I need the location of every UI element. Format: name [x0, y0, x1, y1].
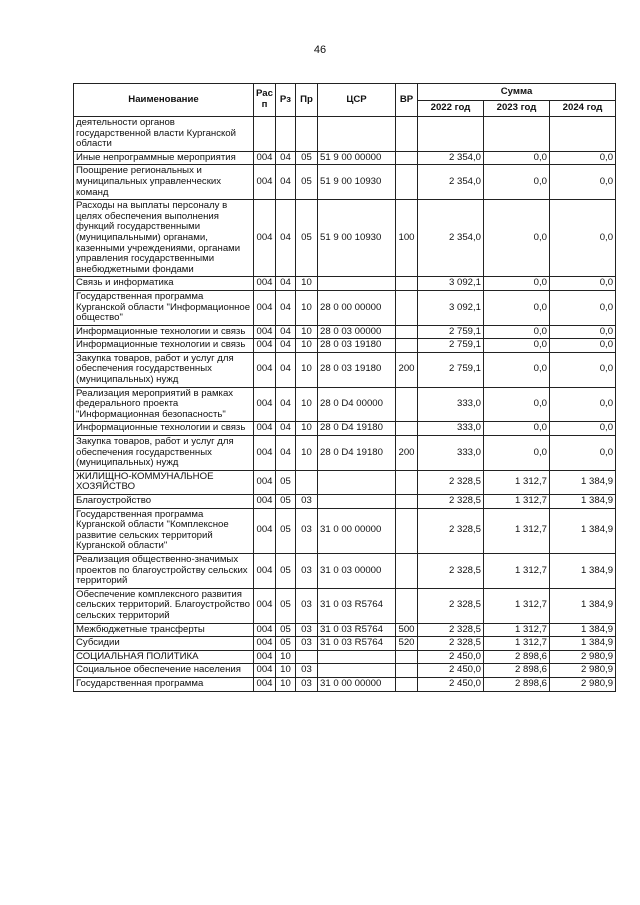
- cell-csr: 31 0 00 00000: [318, 508, 396, 553]
- cell-vr: [396, 677, 418, 691]
- cell-rz: 05: [276, 508, 296, 553]
- cell-2022: 333,0: [418, 422, 484, 436]
- cell-pr: 03: [296, 553, 318, 588]
- cell-2023: 0,0: [484, 436, 550, 471]
- cell-name: Поощрение региональных и муниципальных управленческих команд: [74, 165, 254, 200]
- cell-rasp: 004: [254, 637, 276, 651]
- table-row: [74, 637, 616, 651]
- cell-vr: [396, 553, 418, 588]
- cell-vr: [396, 387, 418, 422]
- cell-rz: 05: [276, 495, 296, 509]
- cell-rz: 05: [276, 470, 296, 494]
- cell-2024: 0,0: [550, 387, 616, 422]
- table-row: [74, 436, 616, 471]
- cell-csr: 51 9 00 10930: [318, 200, 396, 277]
- cell-2023: 0,0: [484, 422, 550, 436]
- cell-name: Субсидии: [74, 637, 254, 651]
- cell-name: Закупка товаров, работ и услуг для обеспечения государственных (муниципальных) нужд: [74, 352, 254, 387]
- cell-vr: [396, 470, 418, 494]
- table-row: [74, 677, 616, 691]
- table-row: [74, 650, 616, 664]
- cell-rasp: 004: [254, 623, 276, 637]
- cell-rasp: 004: [254, 588, 276, 623]
- cell-2023: 1 312,7: [484, 495, 550, 509]
- cell-2024: 1 384,9: [550, 508, 616, 553]
- table-row: [74, 470, 616, 494]
- cell-rasp: 004: [254, 387, 276, 422]
- cell-rasp: 004: [254, 470, 276, 494]
- cell-2024: 0,0: [550, 165, 616, 200]
- cell-2024: 0,0: [550, 290, 616, 325]
- cell-pr: 10: [296, 290, 318, 325]
- header-vr: ВР: [396, 84, 418, 117]
- cell-vr: 500: [396, 623, 418, 637]
- cell-2022: 2 759,1: [418, 339, 484, 353]
- cell-2022: 2 354,0: [418, 165, 484, 200]
- cell-vr: [396, 588, 418, 623]
- cell-csr: 28 0 03 00000: [318, 325, 396, 339]
- cell-vr: 200: [396, 352, 418, 387]
- cell-2023: 0,0: [484, 277, 550, 291]
- cell-pr: 10: [296, 436, 318, 471]
- cell-2023: 0,0: [484, 165, 550, 200]
- page-number: 46: [313, 44, 327, 56]
- cell-rasp: 004: [254, 339, 276, 353]
- cell-csr: 28 0 03 19180: [318, 352, 396, 387]
- cell-rasp: 004: [254, 508, 276, 553]
- cell-2023: 0,0: [484, 151, 550, 165]
- header-csr: ЦСР: [318, 84, 396, 117]
- table-row: [74, 422, 616, 436]
- table-row: [74, 339, 616, 353]
- cell-rasp: 004: [254, 677, 276, 691]
- cell-rz: 05: [276, 588, 296, 623]
- cell-2022: 2 759,1: [418, 352, 484, 387]
- cell-2022: 2 328,5: [418, 623, 484, 637]
- cell-rz: 04: [276, 200, 296, 277]
- cell-2024: 2 980,9: [550, 677, 616, 691]
- cell-csr: 31 0 03 00000: [318, 553, 396, 588]
- cell-pr: 03: [296, 677, 318, 691]
- cell-csr: [318, 495, 396, 509]
- cell-2024: 0,0: [550, 200, 616, 277]
- cell-csr: 28 0 D4 00000: [318, 387, 396, 422]
- cell-2022: 2 328,5: [418, 588, 484, 623]
- cell-pr: 03: [296, 664, 318, 678]
- header-pr: Пр: [296, 84, 318, 117]
- cell-2023: 0,0: [484, 290, 550, 325]
- header-name: Наименование: [74, 84, 254, 117]
- cell-name: Закупка товаров, работ и услуг для обеспечения государственных (муниципальных) нужд: [74, 436, 254, 471]
- cell-vr: [396, 277, 418, 291]
- cell-rz: 04: [276, 151, 296, 165]
- cell-rz: 04: [276, 422, 296, 436]
- cell-pr: 03: [296, 495, 318, 509]
- cell-pr: 05: [296, 151, 318, 165]
- budget-table: [73, 83, 616, 692]
- table-row: [74, 165, 616, 200]
- cell-rasp: 004: [254, 650, 276, 664]
- cell-name: Информационные технологии и связь: [74, 339, 254, 353]
- cell-2023: 2 898,6: [484, 664, 550, 678]
- cell-csr: [318, 650, 396, 664]
- cell-vr: [396, 151, 418, 165]
- cell-pr: 05: [296, 200, 318, 277]
- cell-rz: 04: [276, 436, 296, 471]
- cell-csr: 51 9 00 00000: [318, 151, 396, 165]
- cell-vr: 200: [396, 436, 418, 471]
- cell-2023: 0,0: [484, 325, 550, 339]
- cell-2023: 0,0: [484, 200, 550, 277]
- cell-pr: 10: [296, 277, 318, 291]
- cell-2022: 2 328,5: [418, 508, 484, 553]
- cell-rasp: 004: [254, 436, 276, 471]
- cell-pr: [296, 117, 318, 152]
- cell-rasp: 004: [254, 664, 276, 678]
- cell-rz: 04: [276, 325, 296, 339]
- table-row: [74, 277, 616, 291]
- cell-2022: 2 328,5: [418, 470, 484, 494]
- cell-name: Межбюджетные трансферты: [74, 623, 254, 637]
- cell-2022: 2 450,0: [418, 664, 484, 678]
- header-2023: 2023 год: [484, 101, 550, 117]
- table-row: [74, 495, 616, 509]
- cell-2023: 1 312,7: [484, 553, 550, 588]
- cell-vr: [396, 664, 418, 678]
- cell-2024: 2 980,9: [550, 650, 616, 664]
- cell-pr: 05: [296, 165, 318, 200]
- cell-rz: 10: [276, 677, 296, 691]
- cell-csr: [318, 470, 396, 494]
- cell-vr: [396, 117, 418, 152]
- cell-name: Государственная программа: [74, 677, 254, 691]
- cell-2024: 0,0: [550, 325, 616, 339]
- header-rasp: Рас п: [254, 84, 276, 117]
- cell-rasp: 004: [254, 200, 276, 277]
- cell-csr: 31 0 03 R5764: [318, 623, 396, 637]
- cell-csr: 28 0 D4 19180: [318, 422, 396, 436]
- cell-pr: 03: [296, 623, 318, 637]
- cell-2022: 333,0: [418, 387, 484, 422]
- cell-pr: 03: [296, 588, 318, 623]
- cell-name: Связь и информатика: [74, 277, 254, 291]
- cell-rasp: 004: [254, 352, 276, 387]
- cell-rz: 04: [276, 165, 296, 200]
- cell-name: деятельности органов государственной власти Курганской области: [74, 117, 254, 152]
- cell-rasp: 004: [254, 290, 276, 325]
- table-row: [74, 508, 616, 553]
- cell-2024: 2 980,9: [550, 664, 616, 678]
- cell-rz: 10: [276, 664, 296, 678]
- cell-2024: 0,0: [550, 151, 616, 165]
- cell-vr: [396, 325, 418, 339]
- cell-pr: [296, 470, 318, 494]
- cell-name: СОЦИАЛЬНАЯ ПОЛИТИКА: [74, 650, 254, 664]
- table-row: [74, 151, 616, 165]
- cell-vr: [396, 650, 418, 664]
- cell-2022: 2 328,5: [418, 553, 484, 588]
- cell-vr: [396, 290, 418, 325]
- header-sum: Сумма: [418, 84, 616, 101]
- cell-name: Реализация мероприятий в рамках федерального проекта "Информационная безопасность": [74, 387, 254, 422]
- cell-name: Благоустройство: [74, 495, 254, 509]
- cell-rz: 04: [276, 339, 296, 353]
- cell-2023: 0,0: [484, 387, 550, 422]
- table-header-row: [74, 84, 616, 101]
- cell-2023: 2 898,6: [484, 650, 550, 664]
- cell-2022: 333,0: [418, 436, 484, 471]
- cell-2022: 2 759,1: [418, 325, 484, 339]
- cell-pr: 10: [296, 387, 318, 422]
- cell-rasp: 004: [254, 151, 276, 165]
- cell-2023: 0,0: [484, 352, 550, 387]
- cell-csr: 51 9 00 10930: [318, 165, 396, 200]
- cell-vr: [396, 508, 418, 553]
- cell-2022: [418, 117, 484, 152]
- cell-rz: 04: [276, 277, 296, 291]
- cell-name: Расходы на выплаты персоналу в целях обеспечения выполнения функций государственными (муниципальными) органами, казенными учреждениями, органами управления государственными внебюджетными фондами: [74, 200, 254, 277]
- cell-rasp: 004: [254, 495, 276, 509]
- cell-2023: 1 312,7: [484, 470, 550, 494]
- cell-2024: 0,0: [550, 422, 616, 436]
- cell-2023: 0,0: [484, 339, 550, 353]
- table-row: [74, 387, 616, 422]
- cell-2024: 1 384,9: [550, 637, 616, 651]
- cell-2023: 1 312,7: [484, 637, 550, 651]
- table-row: [74, 200, 616, 277]
- cell-rz: 04: [276, 352, 296, 387]
- cell-rasp: 004: [254, 277, 276, 291]
- cell-csr: 28 0 00 00000: [318, 290, 396, 325]
- cell-rasp: 004: [254, 422, 276, 436]
- header-rz: Рз: [276, 84, 296, 117]
- cell-2024: 0,0: [550, 352, 616, 387]
- cell-rasp: [254, 117, 276, 152]
- cell-rasp: 004: [254, 325, 276, 339]
- cell-name: Государственная программа Курганской области "Комплексное развитие сельских территорий Курганской области": [74, 508, 254, 553]
- table-row: [74, 623, 616, 637]
- cell-name: Обеспечение комплексного развития сельских территорий. Благоустройство сельских территорий: [74, 588, 254, 623]
- cell-rz: 05: [276, 637, 296, 651]
- cell-rasp: 004: [254, 165, 276, 200]
- cell-name: Государственная программа Курганской области "Информационное общество": [74, 290, 254, 325]
- table-row: [74, 352, 616, 387]
- cell-pr: 10: [296, 352, 318, 387]
- cell-pr: 10: [296, 325, 318, 339]
- table-row: [74, 325, 616, 339]
- cell-2024: [550, 117, 616, 152]
- header-2024: 2024 год: [550, 101, 616, 117]
- table-row: [74, 290, 616, 325]
- cell-2022: 2 450,0: [418, 650, 484, 664]
- cell-2022: 2 328,5: [418, 637, 484, 651]
- cell-name: Реализация общественно-значимых проектов по благоустройству сельских территорий: [74, 553, 254, 588]
- cell-2022: 2 354,0: [418, 151, 484, 165]
- table-row: [74, 117, 616, 152]
- cell-2022: 2 328,5: [418, 495, 484, 509]
- cell-csr: 28 0 D4 19180: [318, 436, 396, 471]
- cell-rz: 04: [276, 387, 296, 422]
- cell-2024: 1 384,9: [550, 588, 616, 623]
- cell-rz: 04: [276, 290, 296, 325]
- cell-2023: 2 898,6: [484, 677, 550, 691]
- cell-2024: 1 384,9: [550, 623, 616, 637]
- cell-rz: [276, 117, 296, 152]
- cell-csr: 28 0 03 19180: [318, 339, 396, 353]
- cell-csr: [318, 664, 396, 678]
- cell-vr: [396, 422, 418, 436]
- cell-2023: 1 312,7: [484, 588, 550, 623]
- cell-2022: 2 450,0: [418, 677, 484, 691]
- cell-rz: 10: [276, 650, 296, 664]
- cell-csr: [318, 117, 396, 152]
- cell-name: Иные непрограммные мероприятия: [74, 151, 254, 165]
- cell-vr: 520: [396, 637, 418, 651]
- cell-2022: 3 092,1: [418, 290, 484, 325]
- cell-name: Социальное обеспечение населения: [74, 664, 254, 678]
- cell-csr: 31 0 00 00000: [318, 677, 396, 691]
- cell-2023: [484, 117, 550, 152]
- header-2022: 2022 год: [418, 101, 484, 117]
- cell-2024: 0,0: [550, 436, 616, 471]
- cell-2024: 1 384,9: [550, 470, 616, 494]
- cell-csr: [318, 277, 396, 291]
- cell-pr: 10: [296, 339, 318, 353]
- cell-vr: [396, 495, 418, 509]
- cell-2023: 1 312,7: [484, 508, 550, 553]
- cell-pr: 03: [296, 508, 318, 553]
- cell-2024: 0,0: [550, 277, 616, 291]
- cell-2024: 1 384,9: [550, 553, 616, 588]
- cell-pr: [296, 650, 318, 664]
- cell-vr: 100: [396, 200, 418, 277]
- table-row: [74, 588, 616, 623]
- cell-name: ЖИЛИЩНО-КОММУНАЛЬНОЕ ХОЗЯЙСТВО: [74, 470, 254, 494]
- cell-name: Информационные технологии и связь: [74, 422, 254, 436]
- cell-2024: 1 384,9: [550, 495, 616, 509]
- cell-2024: 0,0: [550, 339, 616, 353]
- table-row: [74, 664, 616, 678]
- cell-pr: 03: [296, 637, 318, 651]
- cell-rasp: 004: [254, 553, 276, 588]
- table-body: [74, 117, 616, 692]
- cell-pr: 10: [296, 422, 318, 436]
- cell-2022: 2 354,0: [418, 200, 484, 277]
- cell-vr: [396, 339, 418, 353]
- cell-vr: [396, 165, 418, 200]
- cell-name: Информационные технологии и связь: [74, 325, 254, 339]
- cell-2022: 3 092,1: [418, 277, 484, 291]
- cell-rz: 05: [276, 553, 296, 588]
- cell-rz: 05: [276, 623, 296, 637]
- cell-csr: 31 0 03 R5764: [318, 588, 396, 623]
- cell-2023: 1 312,7: [484, 623, 550, 637]
- table-row: [74, 553, 616, 588]
- cell-csr: 31 0 03 R5764: [318, 637, 396, 651]
